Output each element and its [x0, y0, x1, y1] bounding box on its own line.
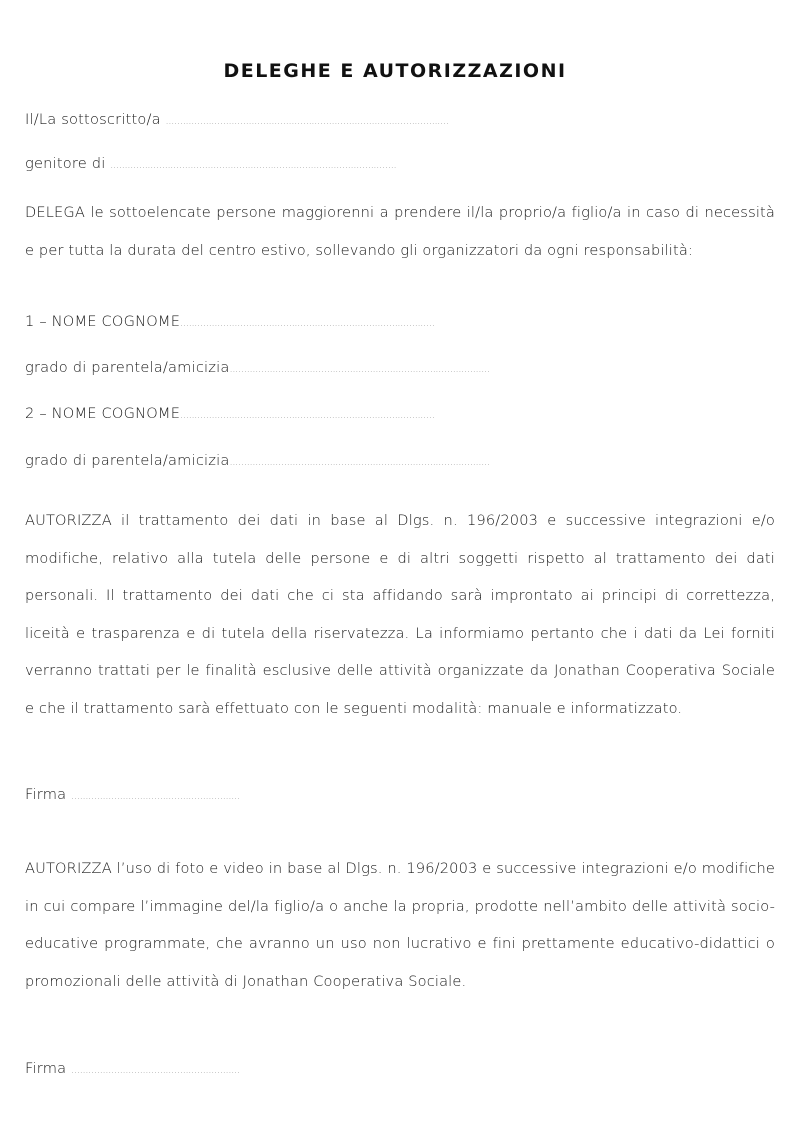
document-title: DELEGHE E AUTORIZZAZIONI: [223, 60, 567, 82]
firma2-label: Firma: [25, 1060, 67, 1077]
parentela2-label: grado di parentela/amicizia: [25, 452, 230, 469]
persona2-blank: .........................................................................................: [180, 411, 435, 421]
firma1-blank: ...........................................................: [71, 792, 240, 802]
parentela1-blank: ...........................................................................................: [229, 365, 490, 375]
firma1-label: Firma: [25, 786, 67, 803]
genitore-blank: ....................................................................................................: [110, 161, 397, 171]
persona1-label: 1 – NOME COGNOME: [25, 313, 181, 330]
parentela1-label: grado di parentela/amicizia: [25, 359, 230, 376]
firma2-blank: ...........................................................: [71, 1066, 240, 1076]
genitore-label: genitore di: [25, 155, 106, 172]
genitore-field: [25, 155, 396, 172]
delega-paragraph: DELEGA le sottoelencate persone maggiorenni a prendere il/la proprio/a figlio/a in caso di necessità e per tutta la durata del centro estivo, sollevando gli organizzatori da ogni responsabilità:: [25, 204, 775, 259]
firma2-field: [25, 1060, 240, 1077]
persona2-label: 2 – NOME COGNOME: [25, 405, 181, 422]
autorizza-foto-paragraph: AUTORIZZA l’uso di foto e video in base al Dlgs. n. 196/2003 e successive integrazioni e/o modifiche in cui compare l’immagine del/la figlio/a o anche la propria, prodotte nell’ambito delle attività socio-educative programmate, che avranno un uso non lucrativo e fini prettamente educativo-didattici o promozionali delle attività di Jonathan Cooperativa Sociale.: [25, 860, 775, 990]
sottoscritto-label: Il/La sottoscritto/a: [25, 111, 161, 128]
parentela2-blank: ...........................................................................................: [229, 458, 490, 468]
parentela1-field: [25, 359, 490, 376]
parentela2-field: [25, 452, 490, 469]
persona2-field: [25, 405, 435, 422]
firma1-field: [25, 786, 240, 803]
sottoscritto-field: [25, 111, 449, 128]
persona1-blank: .........................................................................................: [180, 319, 435, 329]
persona1-field: [25, 313, 435, 330]
autorizza-dati-paragraph: AUTORIZZA il trattamento dei dati in base al Dlgs. n. 196/2003 e successive integrazioni e/o modifiche, relativo alla tutela delle persone e di altri soggetti rispetto al trattamento dei dati personali. Il trattamento dei dati che ci sta affidando sarà improntato ai principi di correttezza, liceità e trasparenza e di tutela della riservatezza. La informiamo pertanto che i dati da Lei forniti verranno trattati per le finalità esclusive delle attività organizzate da Jonathan Cooperativa Sociale e che il trattamento sarà effettuato con le seguenti modalità: manuale e informatizzato.: [25, 512, 775, 717]
sottoscritto-blank: ...................................................................................................: [165, 117, 449, 127]
